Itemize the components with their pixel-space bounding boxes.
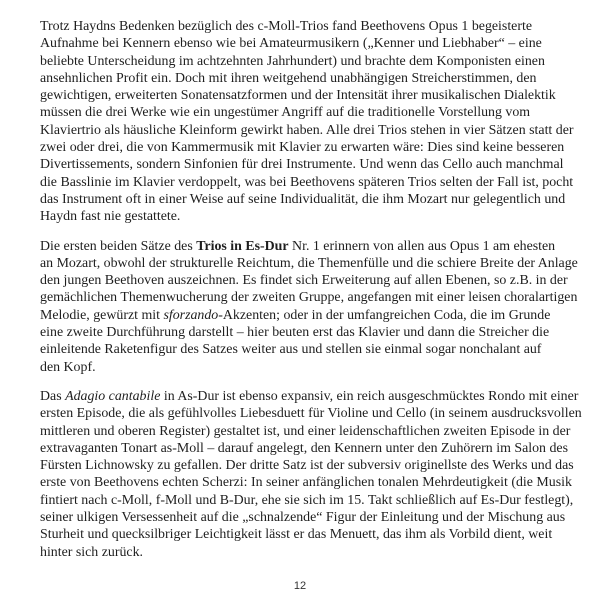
text-line: [40, 272, 568, 289]
text-line: [40, 104, 565, 121]
text-line: [40, 255, 578, 272]
paragraph: [40, 238, 578, 376]
text-segment: in As-Dur ist ebenso expansiv, ein reich ausgeschmücktes Rondo mit einer: [160, 388, 579, 404]
text-segment: Fürsten Lichnowsky zu gefallen. Der dritte Satz ist der subversiv originellste des Werks und das: [40, 458, 574, 474]
text-segment: Sturheit und quecksilbriger Leichtigkeit lässt er das Menuett, das ihm als Vorbild dient, weit: [40, 527, 553, 543]
text-segment: Melodie, gewürzt mit: [40, 307, 164, 323]
text-segment: Nr. 1 erinnern von allen aus Opus 1 am ehesten: [288, 238, 556, 254]
text-segment: ansehnlichen Profit ein. Doch mit ihren weitgehend unabhängigen Streicherstimmen, den: [40, 70, 537, 86]
text-segment: den jungen Beethoven auszeichnen. Es findet sich Erweiterung auf allen Ebenen, so z.B. in der: [40, 273, 568, 289]
text-line: [40, 122, 574, 139]
text-segment: einleitende Raketenfigur des Satzes weiter aus und stellen sie einmal sogar nonchalant auf: [40, 342, 542, 358]
text-segment: Die ersten beiden Sätze des: [40, 238, 197, 254]
text-line: [40, 324, 565, 341]
page-number: 12: [293, 580, 307, 592]
text-segment: Divertissements, sondern Sinfonien für drei Instrumente. Und wenn das Cello auch manchmal: [40, 157, 564, 173]
text-line: [40, 139, 565, 156]
text-segment: extravaganten Tonart as-Moll – darauf angelegt, den Kennern unter den Zuhörern im Salon des: [40, 440, 568, 456]
text-line: [40, 509, 565, 526]
text-line: [40, 544, 565, 561]
text-segment: gemächlichen Themenwucherung der zweiten Gruppe, angefangen mit einer leisen choralartigen: [40, 290, 578, 306]
italic-text: Adagio cantabile: [65, 388, 161, 404]
text-segment: gewichtigen, erweiterten Sonatensatzformen und der Intensität ihrer musikalischen Dialektik: [40, 88, 556, 104]
text-segment: hinter sich zurück.: [40, 544, 143, 560]
text-line: [40, 388, 579, 405]
text-line: [40, 526, 565, 543]
text-segment: Das: [40, 388, 66, 404]
paragraph: [40, 388, 582, 561]
text-line: [40, 289, 578, 306]
text-segment: fintiert nach c-Moll, f-Moll und B-Dur, ehe sie sich im 15. Takt schließlich auf Es-Dur festlegt),: [40, 492, 574, 508]
paragraph: [40, 18, 574, 226]
text-line: [40, 307, 565, 324]
text-segment: den Kopf.: [40, 359, 96, 375]
text-segment: eine zweite Durchführung darstellt – hier beuten erst das Klavier und dann die Streicher die: [40, 325, 550, 341]
text-line: [40, 53, 565, 70]
document-body: [40, 18, 582, 573]
text-line: [40, 405, 582, 422]
text-segment: Haydn fast nie gestattete.: [40, 209, 181, 225]
text-line: [40, 492, 574, 509]
text-line: [40, 70, 565, 87]
italic-text: sforzando: [163, 307, 219, 323]
text-line: [40, 35, 565, 52]
text-segment: seiner ulkigen Versessenheit auf die „schnalzende“ Figur der Einleitung und der Mischung aus: [40, 510, 566, 526]
text-line: [40, 457, 574, 474]
text-segment: an Mozart, obwohl der strukturelle Reichtum, die Themenfülle und die schiere Breite der Anlage: [40, 255, 578, 271]
text-segment: -Akzenten; oder in der umfangreichen Coda, die im Grunde: [218, 307, 551, 323]
text-line: [40, 423, 571, 440]
text-line: [40, 87, 565, 104]
text-line: [40, 156, 565, 173]
text-line: [40, 18, 565, 35]
text-segment: Klaviertrio als häusliche Kleinform gewirkt haben. Alle drei Trios stehen in vier Sätzen statt der: [40, 122, 574, 138]
text-segment: erste von Beethovens echten Scherzi: In seiner anfänglichen tonalen Mehrdeutigkeit (die Musik: [40, 475, 572, 491]
text-line: [40, 238, 565, 255]
text-line: [40, 474, 572, 491]
text-segment: ersten Episode, die als gefühlvolles Liebesduett für Violine und Cello (in seinem ausdrucksvollen: [40, 406, 582, 422]
text-segment: mittleren und oberen Register) gestaltet ist, und einer leidenschaftlichen zweiten Episode in der: [40, 423, 571, 439]
text-segment: zwei oder drei, die von Kammermusik mit Klavier zu erwarten wäre: Dies sind keine besseren: [40, 140, 565, 156]
text-line: [40, 174, 574, 191]
text-line: [40, 440, 568, 457]
text-line: [40, 359, 565, 376]
text-segment: beliebte Unterscheidung im achtzehnten Jahrhundert) und brachte dem Komponisten einen: [40, 53, 545, 69]
bold-text: Trios in Es-Dur: [196, 238, 289, 254]
text-segment: müssen die drei Werke wie ein ungestümer Angriff auf die traditionelle Vorstellung vom: [40, 105, 531, 121]
text-segment: das Instrument oft in einer Weise auf seine Individualität, die ihm Mozart nur gelegentlich und: [40, 191, 566, 207]
text-segment: Aufnahme bei Kennern ebenso wie bei Amateurmusikern („Kenner und Liebhaber“ – eine: [40, 36, 542, 52]
text-line: [40, 191, 565, 208]
text-segment: die Basslinie im Klavier verdoppelt, was bei Beethovens späteren Trios selten der Fall ist, pocht: [40, 174, 574, 190]
text-line: [40, 341, 565, 358]
text-segment: Trotz Haydns Bedenken bezüglich des c-Moll-Trios fand Beethovens Opus 1 begeisterte: [40, 19, 532, 34]
text-line: [40, 208, 565, 225]
